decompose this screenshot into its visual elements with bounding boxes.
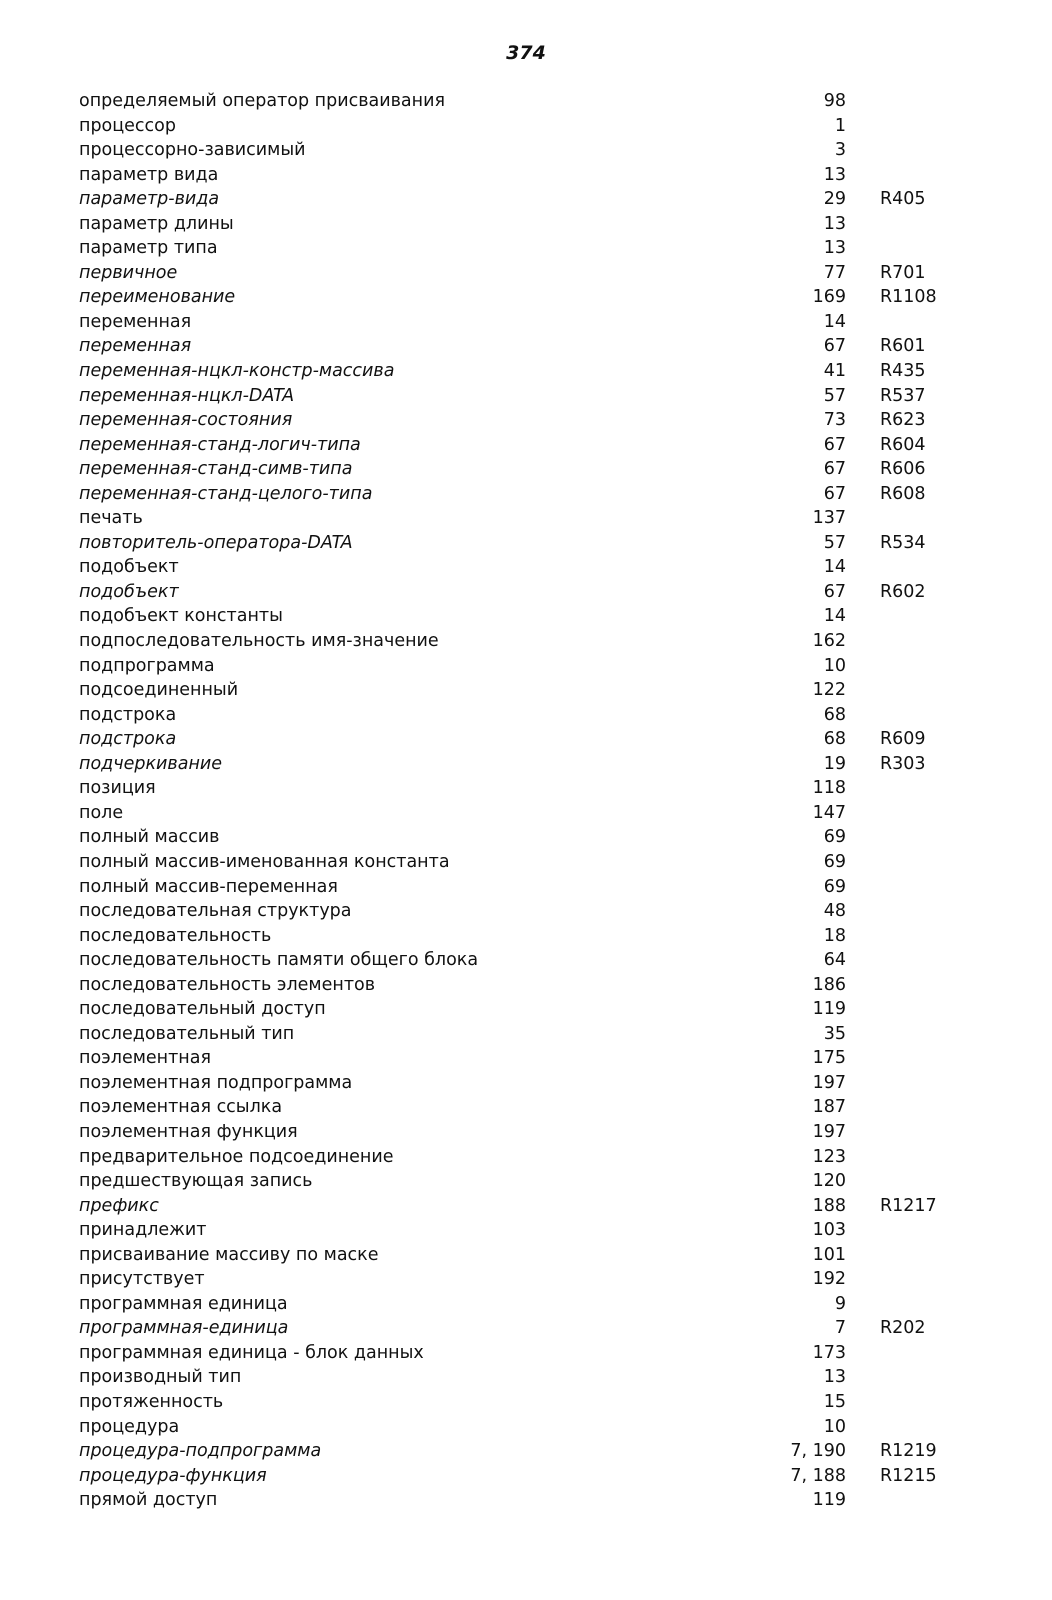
index-term: поэлементная функция bbox=[79, 1121, 298, 1142]
index-term: производный тип bbox=[79, 1367, 242, 1388]
index-entry bbox=[0, 1243, 1052, 1268]
index-entry bbox=[0, 1316, 1052, 1341]
index-term: последовательный доступ bbox=[79, 999, 326, 1020]
index-entry bbox=[0, 1292, 1052, 1317]
index-page-ref: 18 bbox=[823, 925, 846, 946]
index-term: полный массив bbox=[79, 827, 220, 848]
index-page-ref: 67 bbox=[823, 434, 846, 455]
index-entry bbox=[0, 899, 1052, 924]
index-entry bbox=[0, 924, 1052, 949]
index-entry bbox=[0, 1194, 1052, 1219]
index-entry bbox=[0, 727, 1052, 752]
index-entry bbox=[0, 236, 1052, 261]
index-page-ref: 69 bbox=[823, 851, 846, 872]
index-term: последовательный тип bbox=[79, 1023, 295, 1044]
index-rule-ref: R602 bbox=[880, 581, 926, 602]
index-term: параметр-вида bbox=[79, 189, 220, 210]
index-term: программная-единица bbox=[79, 1318, 289, 1339]
index-page-ref: 13 bbox=[823, 164, 846, 185]
index-entry bbox=[0, 334, 1052, 359]
index-entry bbox=[0, 531, 1052, 556]
index-entry bbox=[0, 1022, 1052, 1047]
index-term: последовательность bbox=[79, 925, 272, 946]
index-list bbox=[0, 89, 1052, 1513]
index-term: параметр длины bbox=[79, 213, 234, 234]
index-entry bbox=[0, 1341, 1052, 1366]
index-entry bbox=[0, 408, 1052, 433]
index-entry bbox=[0, 1169, 1052, 1194]
index-term: переменная-нцкл-констр-массива bbox=[79, 361, 395, 382]
index-entry bbox=[0, 1390, 1052, 1415]
index-term: позиция bbox=[79, 778, 156, 799]
index-term: подстрока bbox=[79, 729, 177, 750]
index-term: поэлементная bbox=[79, 1048, 212, 1069]
index-term: подобъект константы bbox=[79, 606, 283, 627]
index-page-ref: 10 bbox=[823, 1416, 846, 1437]
index-entry bbox=[0, 1145, 1052, 1170]
index-entry bbox=[0, 187, 1052, 212]
index-entry bbox=[0, 1267, 1052, 1292]
index-rule-ref: R701 bbox=[880, 262, 926, 283]
index-term: подстрока bbox=[79, 704, 177, 725]
index-term: переименование bbox=[79, 287, 236, 308]
index-term: последовательность памяти общего блока bbox=[79, 950, 479, 971]
index-entry bbox=[0, 359, 1052, 384]
index-term: процессор bbox=[79, 115, 176, 136]
index-entry bbox=[0, 580, 1052, 605]
index-term: присутствует bbox=[79, 1269, 205, 1290]
index-term: параметр типа bbox=[79, 238, 218, 259]
index-page-ref: 57 bbox=[823, 532, 846, 553]
index-entry bbox=[0, 629, 1052, 654]
index-rule-ref: R623 bbox=[880, 410, 926, 431]
index-entry bbox=[0, 482, 1052, 507]
index-rule-ref: R534 bbox=[880, 532, 926, 553]
index-term: процессорно-зависимый bbox=[79, 140, 306, 161]
index-page-ref: 120 bbox=[812, 1171, 846, 1192]
index-page-ref: 73 bbox=[823, 410, 846, 431]
index-page-ref: 67 bbox=[823, 581, 846, 602]
index-page-ref: 147 bbox=[812, 802, 846, 823]
index-term: переменная-нцкл-DATA bbox=[79, 385, 295, 406]
index-page-ref: 41 bbox=[823, 361, 846, 382]
index-term: подчеркивание bbox=[79, 753, 223, 774]
index-page-ref: 98 bbox=[823, 91, 846, 111]
index-rule-ref: R537 bbox=[880, 385, 926, 406]
index-page-ref: 119 bbox=[812, 999, 846, 1020]
index-page-ref: 19 bbox=[823, 753, 846, 774]
index-entry bbox=[0, 776, 1052, 801]
index-entry bbox=[0, 212, 1052, 237]
index-entry bbox=[0, 457, 1052, 482]
index-rule-ref: R405 bbox=[880, 189, 926, 210]
index-page-ref: 192 bbox=[812, 1269, 846, 1290]
index-page-ref: 188 bbox=[812, 1195, 846, 1216]
index-rule-ref: R608 bbox=[880, 483, 926, 504]
index-term: префикс bbox=[79, 1195, 159, 1216]
index-page-ref: 68 bbox=[823, 729, 846, 750]
index-page-ref: 122 bbox=[812, 680, 846, 701]
index-page-ref: 14 bbox=[823, 557, 846, 578]
index-term: первичное bbox=[79, 262, 178, 283]
index-term: последовательная структура bbox=[79, 901, 352, 922]
index-term: подсоединенный bbox=[79, 680, 239, 701]
index-term: поэлементная ссылка bbox=[79, 1097, 283, 1118]
page-number: 374 bbox=[506, 42, 546, 64]
index-page-ref: 13 bbox=[823, 213, 846, 234]
index-page-ref: 119 bbox=[812, 1490, 846, 1511]
index-term: параметр вида bbox=[79, 164, 219, 185]
index-page-ref: 69 bbox=[823, 827, 846, 848]
index-page-ref: 10 bbox=[823, 655, 846, 676]
index-page-ref: 57 bbox=[823, 385, 846, 406]
index-rule-ref: R606 bbox=[880, 459, 926, 480]
index-page-ref: 7 bbox=[834, 1318, 846, 1339]
index-entry bbox=[0, 703, 1052, 728]
index-page-ref: 7, 190 bbox=[790, 1441, 846, 1462]
index-page-ref: 118 bbox=[812, 778, 846, 799]
index-entry bbox=[0, 555, 1052, 580]
index-entry bbox=[0, 1046, 1052, 1071]
index-page-ref: 68 bbox=[823, 704, 846, 725]
index-page-ref: 29 bbox=[823, 189, 846, 210]
index-rule-ref: R1108 bbox=[880, 287, 937, 308]
index-rule-ref: R1217 bbox=[880, 1195, 937, 1216]
index-page-ref: 13 bbox=[823, 238, 846, 259]
index-term: процедура-подпрограмма bbox=[79, 1441, 322, 1462]
index-term: повторитель-оператора-DATA bbox=[79, 532, 353, 553]
index-term: печать bbox=[79, 508, 143, 529]
index-page-ref: 169 bbox=[812, 287, 846, 308]
index-term: переменная bbox=[79, 311, 192, 332]
index-page-ref: 64 bbox=[823, 950, 846, 971]
index-page-ref: 67 bbox=[823, 459, 846, 480]
index-entry bbox=[0, 1120, 1052, 1145]
index-page-ref: 197 bbox=[812, 1121, 846, 1142]
index-entry bbox=[0, 384, 1052, 409]
index-term: подпрограмма bbox=[79, 655, 215, 676]
index-entry bbox=[0, 604, 1052, 629]
index-term: процедура-функция bbox=[79, 1465, 267, 1486]
index-term: поэлементная подпрограмма bbox=[79, 1072, 353, 1093]
index-page-ref: 175 bbox=[812, 1048, 846, 1069]
index-term: принадлежит bbox=[79, 1220, 207, 1241]
index-term: переменная-станд-симв-типа bbox=[79, 459, 353, 480]
index-rule-ref: R303 bbox=[880, 753, 926, 774]
index-term: присваивание массиву по маске bbox=[79, 1244, 379, 1265]
index-rule-ref: R609 bbox=[880, 729, 926, 750]
index-page-ref: 103 bbox=[812, 1220, 846, 1241]
index-term: предварительное подсоединение bbox=[79, 1146, 394, 1167]
index-entry bbox=[0, 89, 1052, 114]
index-page-ref: 123 bbox=[812, 1146, 846, 1167]
index-page-ref: 7, 188 bbox=[790, 1465, 846, 1486]
index-term: подобъект bbox=[79, 557, 179, 578]
index-term: полный массив-именованная константа bbox=[79, 851, 450, 872]
index-term: программная единица bbox=[79, 1293, 288, 1314]
index-entry bbox=[0, 1218, 1052, 1243]
index-page-ref: 77 bbox=[823, 262, 846, 283]
index-entry bbox=[0, 1365, 1052, 1390]
index-entry bbox=[0, 850, 1052, 875]
index-entry bbox=[0, 310, 1052, 335]
index-page-ref: 35 bbox=[823, 1023, 846, 1044]
index-rule-ref: R435 bbox=[880, 361, 926, 382]
index-entry bbox=[0, 1488, 1052, 1513]
index-entry bbox=[0, 138, 1052, 163]
index-page-ref: 101 bbox=[812, 1244, 846, 1265]
index-entry bbox=[0, 1464, 1052, 1489]
index-page-ref: 162 bbox=[812, 631, 846, 652]
index-page-ref: 197 bbox=[812, 1072, 846, 1093]
index-page-ref: 187 bbox=[812, 1097, 846, 1118]
index-page-ref: 67 bbox=[823, 483, 846, 504]
index-term: предшествующая запись bbox=[79, 1171, 313, 1192]
index-entry bbox=[0, 1095, 1052, 1120]
index-term: программная единица - блок данных bbox=[79, 1342, 424, 1363]
index-entry bbox=[0, 285, 1052, 310]
index-page-ref: 69 bbox=[823, 876, 846, 897]
index-page-ref: 1 bbox=[834, 115, 846, 136]
index-entry bbox=[0, 1071, 1052, 1096]
index-entry bbox=[0, 752, 1052, 777]
index-rule-ref: R202 bbox=[880, 1318, 926, 1339]
index-page-ref: 14 bbox=[823, 606, 846, 627]
index-term: переменная bbox=[79, 336, 192, 357]
index-term: полный массив-переменная bbox=[79, 876, 338, 897]
index-term: поле bbox=[79, 802, 124, 823]
index-term: протяженность bbox=[79, 1391, 224, 1412]
index-entry bbox=[0, 678, 1052, 703]
index-entry bbox=[0, 801, 1052, 826]
index-term: последовательность элементов bbox=[79, 974, 376, 995]
index-page-ref: 48 bbox=[823, 901, 846, 922]
index-entry bbox=[0, 875, 1052, 900]
index-entry bbox=[0, 114, 1052, 139]
index-entry bbox=[0, 163, 1052, 188]
index-entry bbox=[0, 1415, 1052, 1440]
index-term: переменная-состояния bbox=[79, 410, 293, 431]
index-term: определяемый оператор присваивания bbox=[79, 91, 445, 111]
index-term: процедура bbox=[79, 1416, 180, 1437]
index-term: переменная-станд-целого-типа bbox=[79, 483, 373, 504]
index-entry bbox=[0, 1439, 1052, 1464]
index-entry bbox=[0, 654, 1052, 679]
index-page-ref: 67 bbox=[823, 336, 846, 357]
index-rule-ref: R1215 bbox=[880, 1465, 937, 1486]
index-term: подпоследовательность имя-значение bbox=[79, 631, 439, 652]
index-rule-ref: R1219 bbox=[880, 1441, 937, 1462]
index-term: прямой доступ bbox=[79, 1490, 218, 1511]
index-entry bbox=[0, 825, 1052, 850]
index-entry bbox=[0, 948, 1052, 973]
index-term: подобъект bbox=[79, 581, 179, 602]
index-page-ref: 14 bbox=[823, 311, 846, 332]
index-page-ref: 9 bbox=[834, 1293, 846, 1314]
index-entry bbox=[0, 973, 1052, 998]
index-page-ref: 13 bbox=[823, 1367, 846, 1388]
index-entry bbox=[0, 261, 1052, 286]
index-page-ref: 3 bbox=[834, 140, 846, 161]
index-rule-ref: R601 bbox=[880, 336, 926, 357]
index-entry bbox=[0, 433, 1052, 458]
index-page-ref: 15 bbox=[823, 1391, 846, 1412]
index-page-ref: 173 bbox=[812, 1342, 846, 1363]
index-entry bbox=[0, 997, 1052, 1022]
index-page-ref: 186 bbox=[812, 974, 846, 995]
index-entry bbox=[0, 506, 1052, 531]
index-rule-ref: R604 bbox=[880, 434, 926, 455]
index-page-ref: 137 bbox=[812, 508, 846, 529]
index-term: переменная-станд-логич-типа bbox=[79, 434, 361, 455]
